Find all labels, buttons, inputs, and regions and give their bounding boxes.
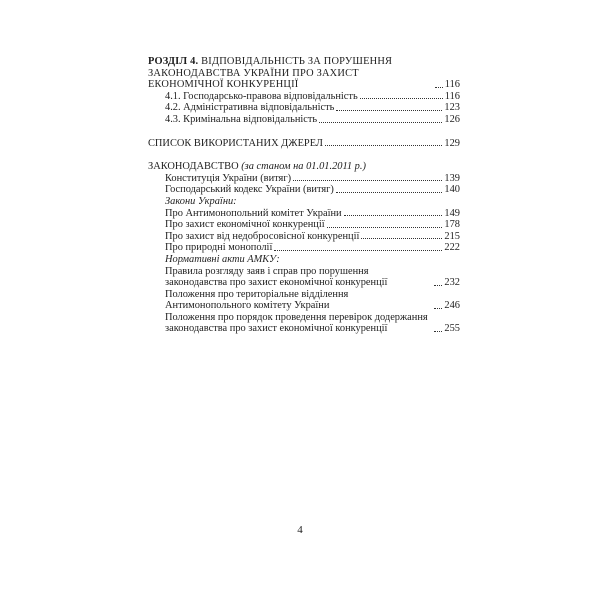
toc-entry-law[interactable]	[148, 219, 460, 231]
dot-leader	[319, 122, 442, 123]
page-ref: 255	[444, 323, 460, 335]
dot-leader	[327, 227, 443, 228]
dot-leader	[336, 110, 442, 111]
page-ref: 246	[444, 300, 460, 312]
dot-leader	[434, 308, 442, 309]
toc-entry-law[interactable]	[148, 208, 460, 220]
page-ref: 178	[444, 219, 460, 231]
page-ref: 116	[444, 90, 460, 102]
toc-entry-sources[interactable]	[148, 138, 460, 150]
dot-leader	[293, 180, 442, 181]
toc-entry-commercial-code[interactable]	[148, 184, 460, 196]
toc-entry-section-4[interactable]	[148, 56, 460, 91]
toc-entry-title: Про захист економічної конкуренції	[165, 219, 325, 231]
dot-leader	[434, 331, 442, 332]
toc-entry-title: Положення про територіальне відділення Антимонопольного комітету України	[165, 288, 349, 312]
page-ref: 232	[444, 277, 460, 289]
toc-entry-law[interactable]	[148, 231, 460, 243]
page-ref: 123	[444, 102, 460, 114]
toc-entry-4-3[interactable]	[148, 114, 460, 126]
page-ref: 222	[444, 242, 460, 254]
toc-entry-title: Про захист від недобросовісної конкуренції	[165, 230, 360, 242]
toc-entry-title: 4.1. Господарсько-правова відповідальність	[165, 90, 358, 102]
toc-entry-act[interactable]	[148, 312, 460, 335]
page-ref: 116	[444, 79, 460, 91]
toc-entry-title: Правила розгляду заяв і справ про порушення законодавства про захист економічної конкуренції	[165, 265, 388, 289]
toc-entry-constitution[interactable]	[148, 173, 460, 185]
page-number: 4	[297, 524, 303, 536]
toc-entry-4-2[interactable]	[148, 102, 460, 114]
dot-leader	[434, 285, 442, 286]
table-of-contents	[148, 56, 460, 335]
dot-leader	[344, 215, 443, 216]
toc-entry-title: 4.2. Адміністративна відповідальність	[165, 102, 335, 114]
toc-entry-act[interactable]	[148, 266, 460, 289]
section-label: РОЗДІЛ 4.	[148, 56, 199, 67]
toc-entry-title: СПИСОК ВИКОРИСТАНИХ ДЖЕРЕЛ	[148, 137, 323, 149]
legislation-heading: ЗАКОНОДАВСТВО (за станом на 01.01.2011 р.)	[148, 161, 366, 173]
toc-entry-4-1[interactable]	[148, 91, 460, 103]
dot-leader	[336, 192, 443, 193]
laws-heading: Закони України:	[165, 195, 237, 207]
toc-entry-title: Конституція України (витяг)	[165, 172, 292, 184]
dot-leader	[435, 87, 443, 88]
page-ref: 129	[444, 137, 460, 149]
toc-entry-title: 4.3. Кримінальна відповідальність	[165, 113, 318, 125]
toc-entry-law[interactable]	[148, 242, 460, 254]
dot-leader	[325, 145, 442, 146]
section-title: ВІДПОВІДАЛЬНІСТЬ ЗА ПОРУШЕННЯ ЗАКОНОДАВСТВА УКРАЇНИ ПРО ЗАХИСТ ЕКОНОМІЧНОЇ КОНКУРЕНЦІЇ	[148, 56, 393, 91]
dot-leader	[274, 250, 442, 251]
legislation-note: (за станом на 01.01.2011 р.)	[241, 161, 366, 173]
page-ref: 215	[444, 230, 460, 242]
page-ref: 126	[444, 113, 460, 125]
page-ref: 140	[444, 184, 460, 196]
dot-leader	[360, 98, 443, 99]
page-ref: 139	[444, 172, 460, 184]
acts-heading: Нормативні акти АМКУ:	[165, 253, 280, 265]
dot-leader	[361, 238, 442, 239]
toc-entry-act[interactable]	[148, 289, 460, 312]
toc-entry-title: Положення про порядок проведення перевірок додержання законодавства про захист економічної конкуренції	[165, 311, 428, 335]
toc-entry-title: Про природні монополії	[165, 242, 273, 254]
toc-entry-title: Про Антимонопольний комітет України	[165, 207, 342, 219]
page-ref: 149	[444, 207, 460, 219]
toc-entry-title: Господарський кодекс України (витяг)	[165, 184, 334, 196]
